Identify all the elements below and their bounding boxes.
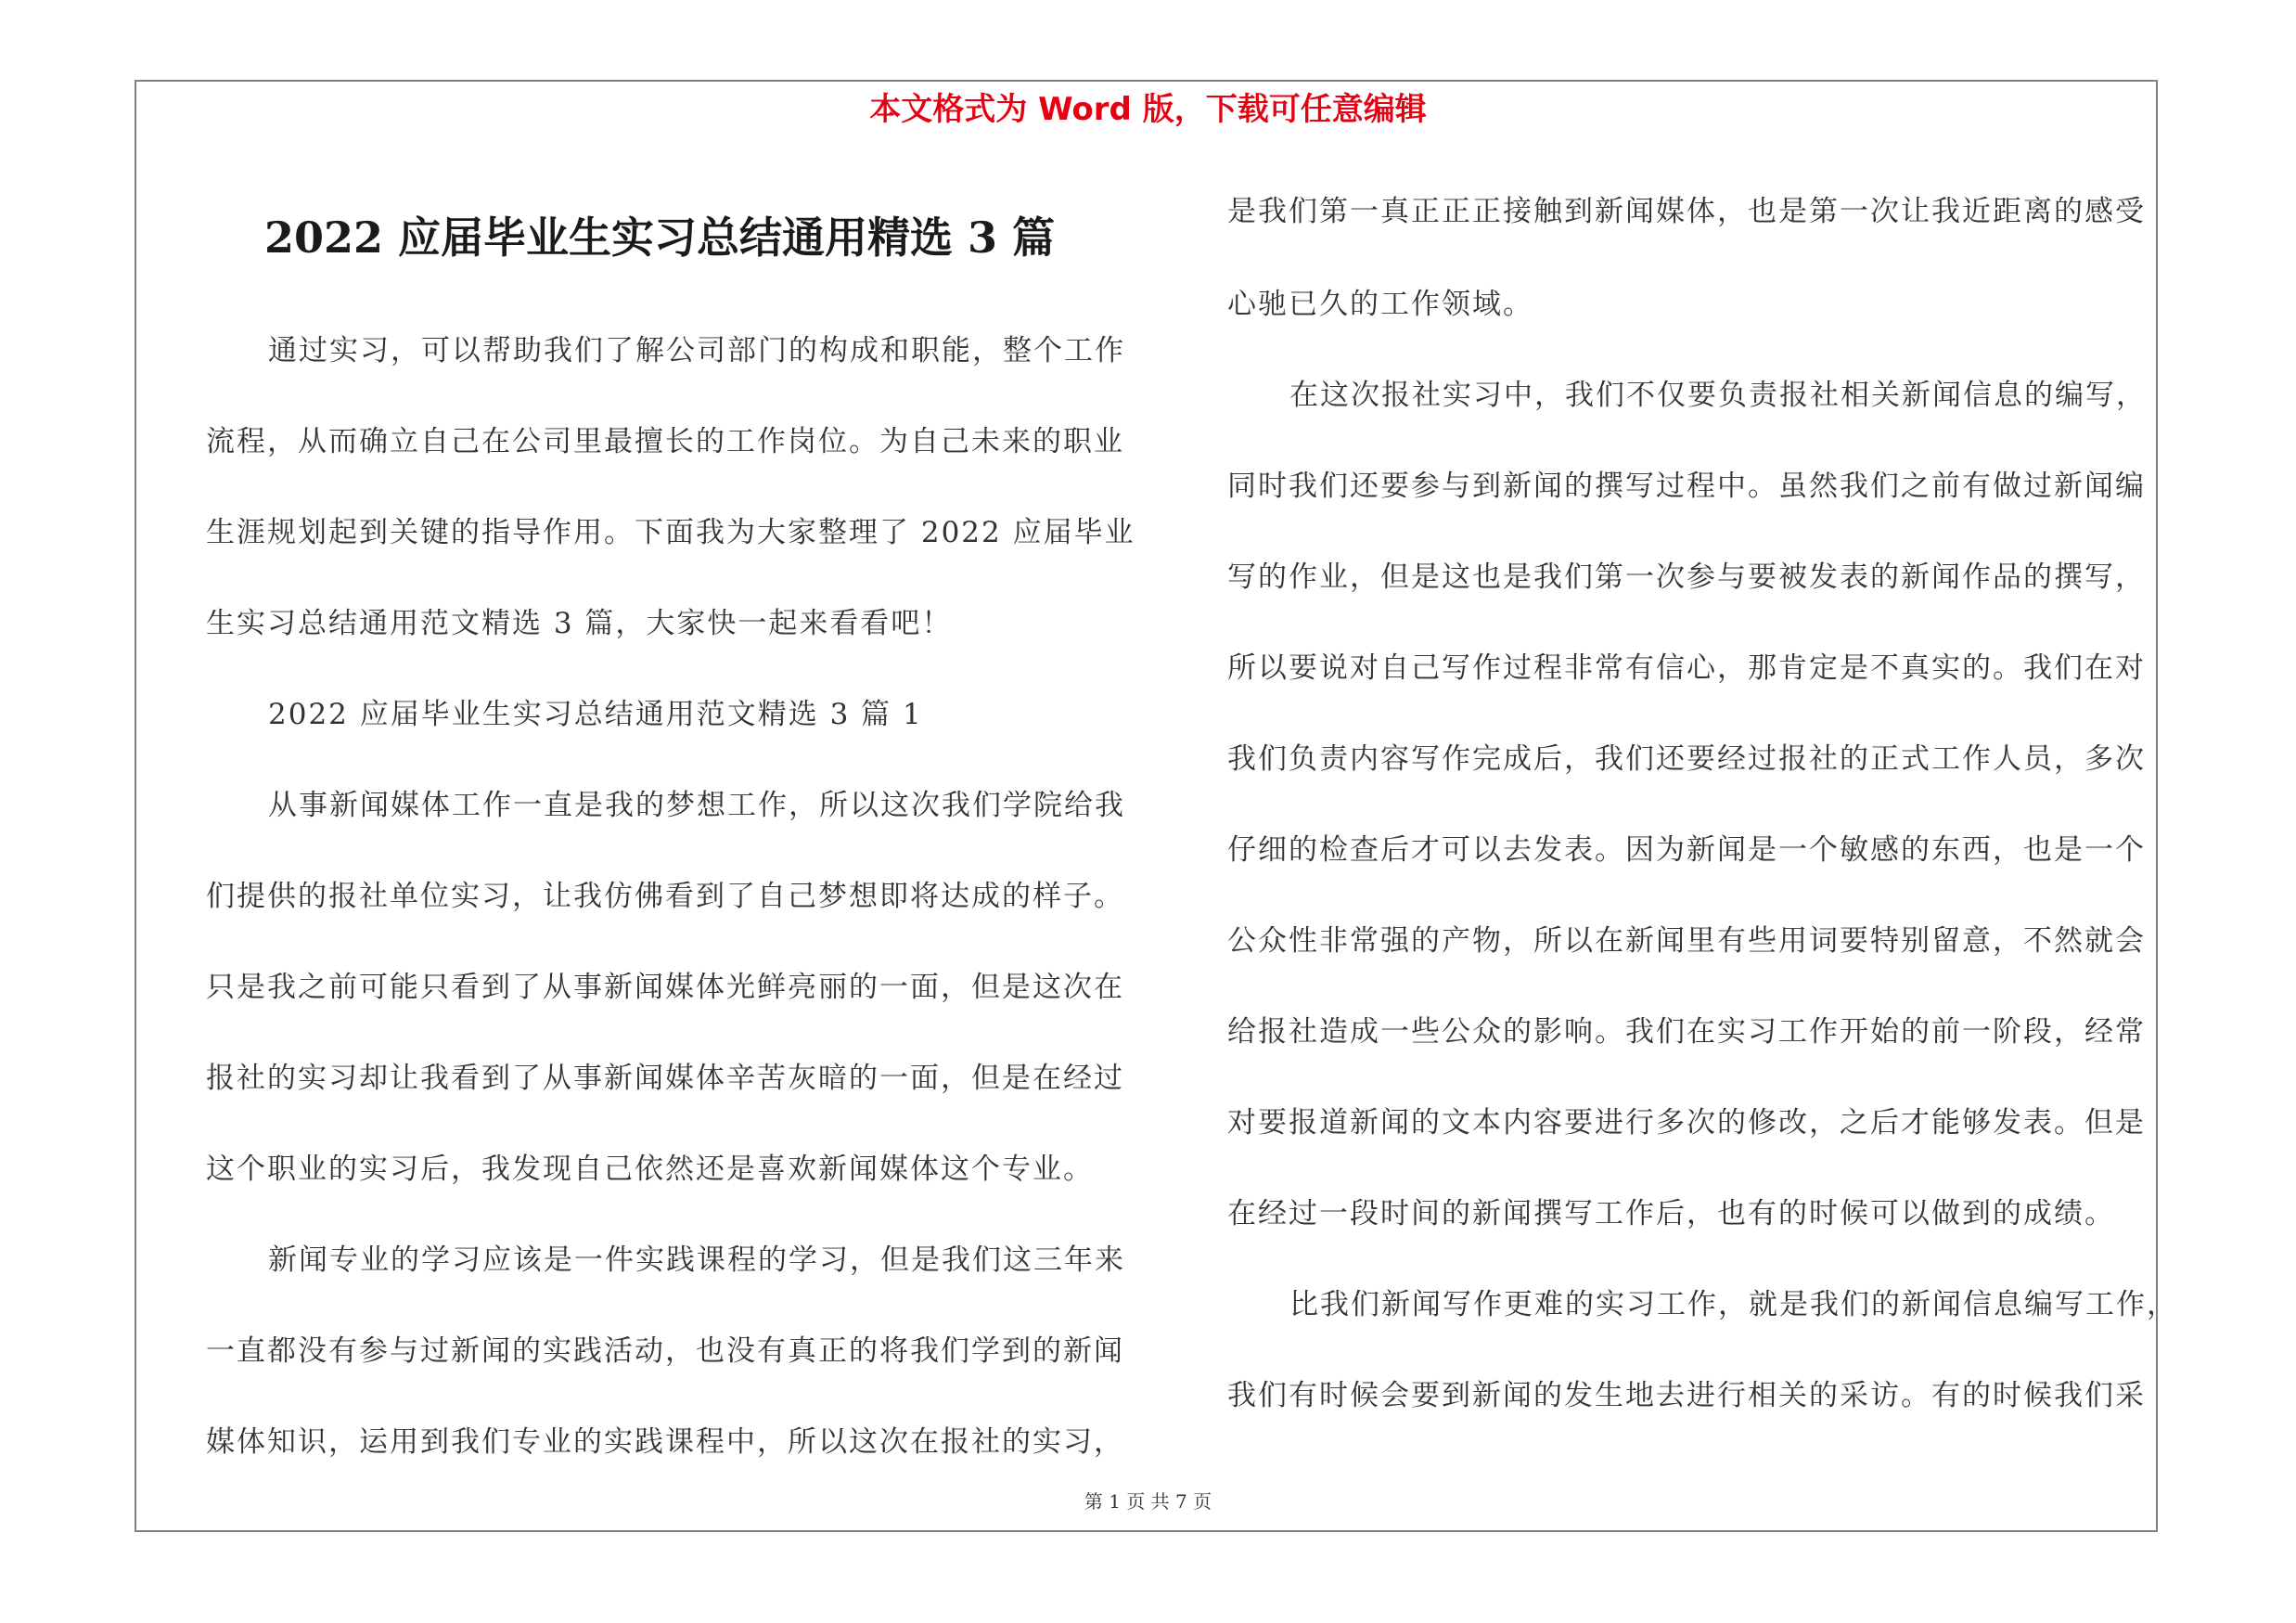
paragraph-line: 流程，从而确立自己在公司里最擅长的工作岗位。为自己未来的职业 bbox=[206, 425, 1124, 458]
paragraph-line: 仔细的检查后才可以去发表。因为新闻是一个敏感的东西，也是一个 bbox=[1227, 833, 2146, 867]
paragraph-line: 公众性非常强的产物，所以在新闻里有些用词要特别留意，不然就会 bbox=[1227, 924, 2146, 958]
paragraph-line: 写的作业，但是这也是我们第一次参与要被发表的新闻作品的撰写， bbox=[1227, 560, 2146, 594]
paragraph-line: 是我们第一真正正正接触到新闻媒体，也是第一次让我近距离的感受 bbox=[1227, 195, 2146, 228]
paragraph-line: 在经过一段时间的新闻撰写工作后，也有的时候可以做到的成绩。 bbox=[1227, 1197, 2115, 1230]
paragraph-line: 一直都没有参与过新闻的实践活动，也没有真正的将我们学到的新闻 bbox=[206, 1334, 1124, 1368]
paragraph-line: 对要报道新闻的文本内容要进行多次的修改，之后才能够发表。但是 bbox=[1227, 1106, 2146, 1140]
paragraph-line: 通过实习，可以帮助我们了解公司部门的构成和职能，整个工作 bbox=[268, 334, 1125, 367]
paragraph-line: 从事新闻媒体工作一直是我的梦想工作，所以这次我们学院给我 bbox=[268, 789, 1125, 822]
paragraph-line: 媒体知识，运用到我们专业的实践课程中，所以这次在报社的实习， bbox=[206, 1425, 1124, 1459]
paragraph-line: 只是我之前可能只看到了从事新闻媒体光鲜亮丽的一面，但是这次在 bbox=[206, 971, 1124, 1004]
paragraph-line: 所以要说对自己写作过程非常有信心，那肯定是不真实的。我们在对 bbox=[1227, 651, 2146, 685]
document-title: 2022 应届毕业生实习总结通用精选 3 篇 bbox=[264, 213, 1056, 263]
paragraph-line: 我们负责内容写作完成后，我们还要经过报社的正式工作人员，多次 bbox=[1227, 742, 2146, 776]
paragraph-line: 同时我们还要参与到新闻的撰写过程中。虽然我们之前有做过新闻编 bbox=[1227, 470, 2146, 503]
paragraph-line: 心驰已久的工作领域。 bbox=[1227, 288, 1533, 321]
paragraph-line: 比我们新闻写作更难的实习工作，就是我们的新闻信息编写工作， bbox=[1289, 1288, 2177, 1321]
paragraph-line: 给报社造成一些公众的影响。我们在实习工作开始的前一阶段，经常 bbox=[1227, 1015, 2146, 1049]
paragraph-line: 们提供的报社单位实习，让我仿佛看到了自己梦想即将达成的样子。 bbox=[206, 880, 1124, 913]
paragraph-line: 生实习总结通用范文精选 3 篇，大家快一起来看看吧！ bbox=[206, 607, 953, 640]
paragraph-line: 在这次报社实习中，我们不仅要负责报社相关新闻信息的编写， bbox=[1289, 379, 2147, 412]
paragraph-line: 生涯规划起到关键的指导作用。下面我为大家整理了 2022 应届毕业 bbox=[206, 516, 1135, 549]
paragraph-line: 这个职业的实习后，我发现自己依然还是喜欢新闻媒体这个专业。 bbox=[206, 1153, 1094, 1186]
paragraph-line: 报社的实习却让我看到了从事新闻媒体辛苦灰暗的一面，但是在经过 bbox=[206, 1062, 1124, 1095]
word-format-banner: 本文格式为 Word 版，下载可任意编辑 bbox=[869, 91, 1427, 128]
page-number: 第 1 页 共 7 页 bbox=[1084, 1490, 1212, 1513]
paragraph-line: 新闻专业的学习应该是一件实践课程的学习，但是我们这三年来 bbox=[268, 1243, 1125, 1277]
section-heading: 2022 应届毕业生实习总结通用范文精选 3 篇 1 bbox=[268, 698, 923, 731]
paragraph-line: 我们有时候会要到新闻的发生地去进行相关的采访。有的时候我们采 bbox=[1227, 1379, 2146, 1412]
